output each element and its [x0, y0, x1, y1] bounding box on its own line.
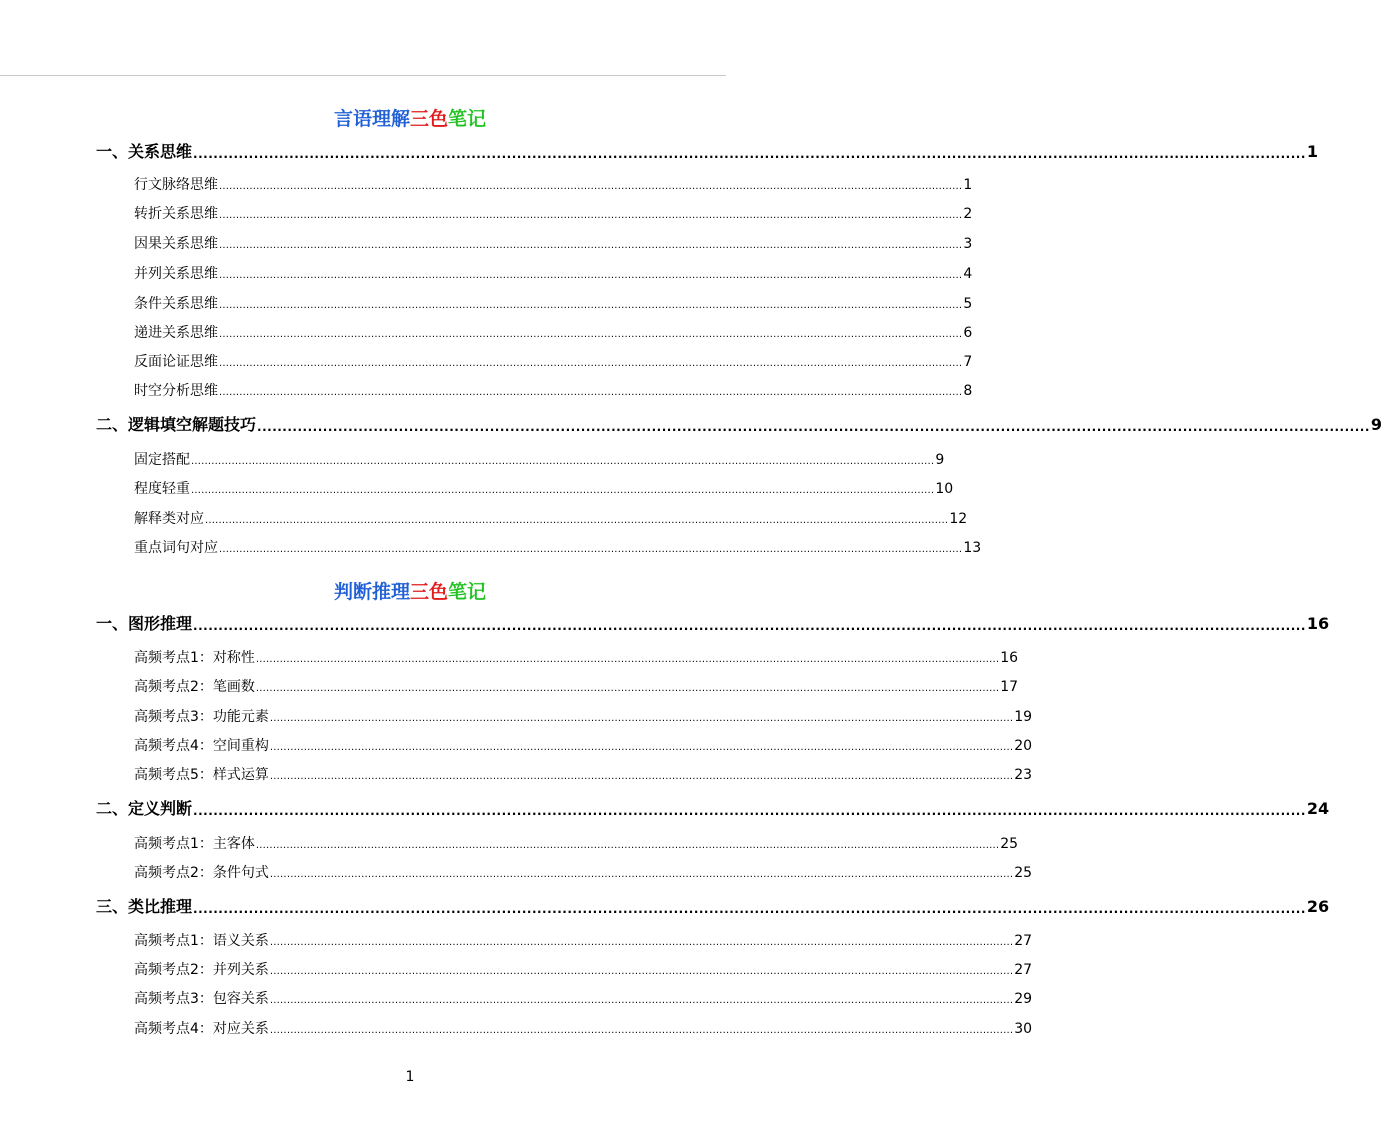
toc-item-page: 12	[949, 511, 968, 527]
toc-chapter-label: 三、类比推理	[96, 897, 193, 916]
toc-item-page: 10	[935, 481, 954, 497]
toc-item[interactable]	[134, 175, 973, 195]
toc-item-label: 高频考点3：包容关系	[134, 991, 269, 1007]
toc-item[interactable]	[134, 509, 968, 529]
toc-chapter-page: 9	[1370, 415, 1382, 434]
toc-item[interactable]	[134, 736, 1033, 756]
toc-item-label: 条件关系思维	[134, 296, 218, 312]
leader-dots: ............................................................................................................................................................................................................................	[255, 683, 1000, 694]
toc-item-label: 递进关系思维	[134, 325, 218, 341]
toc-item[interactable]	[134, 450, 945, 470]
leader-dots: ............................................................................................................................................................................................................................	[193, 619, 1306, 633]
toc-item[interactable]	[134, 204, 973, 224]
title-part: 言语理解	[333, 108, 410, 130]
toc-item-page: 16	[1000, 650, 1019, 666]
leader-dots: ............................................................................................................................................................................................................................	[269, 937, 1014, 948]
toc-item[interactable]	[134, 381, 973, 401]
leader-dots: ............................................................................................................................................................................................................................	[269, 966, 1014, 977]
toc-item-label: 重点词句对应	[134, 540, 218, 556]
toc-item-page: 6	[963, 325, 973, 341]
toc-item-page: 4	[963, 266, 973, 282]
section-title-verbal	[0, 107, 820, 131]
leader-dots: ............................................................................................................................................................................................................................	[205, 515, 949, 526]
toc-item-page: 2	[963, 206, 973, 222]
toc-chapter[interactable]	[96, 141, 1319, 163]
section-title-reasoning	[0, 580, 820, 604]
toc-item-page: 9	[935, 452, 945, 468]
toc-item-label: 反面论证思维	[134, 354, 218, 370]
toc-item[interactable]	[134, 931, 1033, 951]
toc-item[interactable]	[134, 863, 1033, 883]
leader-dots: ............................................................................................................................................................................................................................	[219, 270, 963, 281]
leader-dots: ............................................................................................................................................................................................................................	[219, 329, 963, 340]
toc-item-label: 行文脉络思维	[134, 177, 218, 193]
toc-item-label: 高频考点2：并列关系	[134, 962, 269, 978]
toc-item[interactable]	[134, 648, 1019, 668]
toc-item-label: 因果关系思维	[134, 236, 218, 252]
title-part: 判断推理	[333, 581, 410, 603]
toc-item-label: 高频考点3：功能元素	[134, 709, 269, 725]
toc-item-page: 17	[1000, 679, 1019, 695]
toc-item[interactable]	[134, 707, 1033, 727]
leader-dots: ............................................................................................................................................................................................................................	[193, 902, 1306, 916]
toc-chapter[interactable]	[96, 613, 1330, 635]
toc-chapter[interactable]	[96, 798, 1330, 820]
page-number: 1	[405, 1069, 415, 1085]
toc-chapter-label: 二、逻辑填空解题技巧	[96, 415, 257, 434]
toc-item[interactable]	[134, 234, 973, 254]
toc-item-page: 1	[963, 177, 973, 193]
toc-item-page: 3	[963, 236, 973, 252]
toc-item[interactable]	[134, 677, 1019, 697]
toc-item-label: 转折关系思维	[134, 206, 218, 222]
toc-item-page: 30	[1014, 1021, 1033, 1037]
toc-item-label: 高频考点5：样式运算	[134, 767, 269, 783]
toc-chapter-label: 一、图形推理	[96, 614, 193, 633]
toc-item-page: 7	[963, 354, 973, 370]
title-part: 笔记	[448, 108, 487, 130]
toc-item[interactable]	[134, 294, 973, 314]
leader-dots: ............................................................................................................................................................................................................................	[269, 713, 1014, 724]
toc-item-label: 解释类对应	[134, 511, 204, 527]
leader-dots: ............................................................................................................................................................................................................................	[269, 869, 1014, 880]
toc-item[interactable]	[134, 1019, 1033, 1039]
toc-item-label: 程度轻重	[134, 481, 190, 497]
toc-item-page: 25	[1014, 865, 1033, 881]
toc-item-page: 25	[1000, 836, 1019, 852]
toc-item[interactable]	[134, 323, 973, 343]
toc-item-page: 8	[963, 383, 973, 399]
toc-item-label: 高频考点1：主客体	[134, 836, 255, 852]
header-rule	[0, 75, 726, 76]
leader-dots: ............................................................................................................................................................................................................................	[269, 771, 1014, 782]
toc-item-page: 23	[1014, 767, 1033, 783]
toc-chapter-label: 一、关系思维	[96, 142, 193, 161]
toc-item-label: 并列关系思维	[134, 266, 218, 282]
toc-item-label: 时空分析思维	[134, 383, 218, 399]
toc-chapter-page: 26	[1306, 897, 1330, 916]
leader-dots: ............................................................................................................................................................................................................................	[269, 1025, 1014, 1036]
toc-item[interactable]	[134, 989, 1033, 1009]
toc-chapter-page: 24	[1306, 799, 1330, 818]
toc-item-label: 高频考点2：条件句式	[134, 865, 269, 881]
leader-dots: ............................................................................................................................................................................................................................	[257, 420, 1370, 434]
title-part: 三色	[409, 581, 448, 603]
leader-dots: ............................................................................................................................................................................................................................	[269, 995, 1014, 1006]
toc-item-label: 高频考点2：笔画数	[134, 679, 255, 695]
toc-item-label: 高频考点4：空间重构	[134, 738, 269, 754]
leader-dots: ............................................................................................................................................................................................................................	[219, 300, 963, 311]
toc-item-page: 20	[1014, 738, 1033, 754]
toc-item-page: 5	[963, 296, 973, 312]
toc-item-page: 27	[1014, 933, 1033, 949]
toc-item-label: 固定搭配	[134, 452, 190, 468]
leader-dots: ............................................................................................................................................................................................................................	[191, 485, 935, 496]
toc-item-page: 13	[963, 540, 982, 556]
toc-item-label: 高频考点1：语义关系	[134, 933, 269, 949]
toc-chapter[interactable]	[96, 414, 1382, 436]
toc-item-label: 高频考点1：对称性	[134, 650, 255, 666]
leader-dots: ............................................................................................................................................................................................................................	[219, 181, 963, 192]
leader-dots: ............................................................................................................................................................................................................................	[255, 840, 1000, 851]
leader-dots: ............................................................................................................................................................................................................................	[193, 147, 1306, 161]
toc-item-page: 29	[1014, 991, 1033, 1007]
leader-dots: ............................................................................................................................................................................................................................	[219, 387, 963, 398]
title-part: 笔记	[448, 581, 487, 603]
leader-dots: ............................................................................................................................................................................................................................	[255, 654, 1000, 665]
toc-item-label: 高频考点4：对应关系	[134, 1021, 269, 1037]
toc-item[interactable]	[134, 765, 1033, 785]
leader-dots: ............................................................................................................................................................................................................................	[269, 742, 1014, 753]
toc-item[interactable]	[134, 352, 973, 372]
toc-item[interactable]	[134, 538, 982, 558]
toc-item-page: 19	[1014, 709, 1033, 725]
toc-item[interactable]	[134, 264, 973, 284]
leader-dots: ............................................................................................................................................................................................................................	[193, 804, 1306, 818]
toc-item[interactable]	[134, 479, 954, 499]
toc-chapter-label: 二、定义判断	[96, 799, 193, 818]
toc-chapter-page: 16	[1306, 614, 1330, 633]
leader-dots: ............................................................................................................................................................................................................................	[191, 456, 935, 467]
toc-chapter[interactable]	[96, 896, 1330, 918]
leader-dots: ............................................................................................................................................................................................................................	[219, 240, 963, 251]
leader-dots: ............................................................................................................................................................................................................................	[219, 358, 963, 369]
toc-item[interactable]	[134, 960, 1033, 980]
leader-dots: ............................................................................................................................................................................................................................	[219, 544, 963, 555]
toc-item[interactable]	[134, 834, 1019, 854]
toc-item-page: 27	[1014, 962, 1033, 978]
title-part: 三色	[409, 108, 448, 130]
toc-chapter-page: 1	[1306, 142, 1319, 161]
leader-dots: ............................................................................................................................................................................................................................	[219, 210, 963, 221]
